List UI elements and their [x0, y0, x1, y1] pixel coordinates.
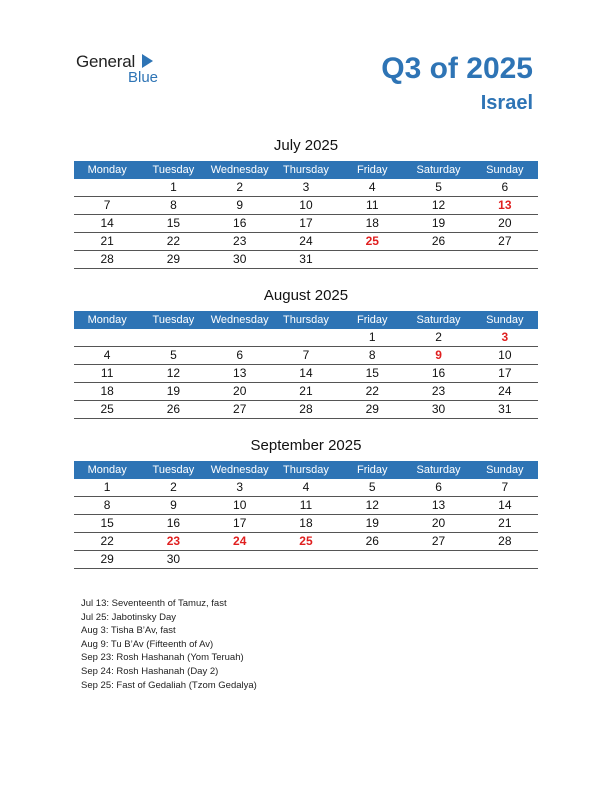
day-cell: 7 [103, 198, 111, 212]
page-title: Q3 of 2025 [381, 52, 533, 85]
holiday-day-cell: 13 [498, 198, 512, 212]
holiday-note: Sep 24: Rosh Hashanah (Day 2) [81, 665, 219, 677]
day-cell: 19 [365, 516, 379, 530]
weekday-header: Wednesday [210, 464, 269, 476]
day-cell: 17 [233, 516, 247, 530]
weekday-header-row [74, 311, 538, 329]
day-cell: 9 [236, 198, 244, 212]
day-cell: 26 [365, 534, 379, 548]
day-cell: 31 [498, 402, 512, 416]
day-cell: 22 [166, 234, 181, 248]
day-cell: 22 [365, 384, 379, 398]
weekday-header: Thursday [283, 314, 329, 326]
day-cell: 13 [431, 498, 446, 512]
holiday-notes [81, 597, 257, 692]
holiday-day-cell: 25 [365, 234, 379, 248]
day-cell: 30 [233, 252, 247, 266]
day-cell: 27 [498, 234, 512, 248]
day-cell [405, 251, 471, 268]
day-cell: 4 [368, 180, 376, 194]
country-name: Israel [480, 92, 533, 114]
day-cell: 28 [299, 402, 313, 416]
week-row [74, 179, 538, 197]
day-cell: 29 [365, 402, 379, 416]
day-cell: 28 [100, 252, 114, 266]
day-cell [405, 551, 471, 568]
generalblue-logo [76, 52, 176, 88]
holiday-day-cell: 3 [501, 330, 509, 344]
weekday-header: Friday [356, 164, 388, 176]
day-cell: 8 [170, 198, 177, 212]
logo-text-blue: Blue [128, 69, 159, 86]
week-row [74, 233, 538, 251]
day-cell [339, 251, 405, 268]
day-cell: 17 [498, 366, 512, 380]
weekday-header: Monday [87, 314, 127, 326]
month-calendar-september [74, 437, 538, 569]
day-cell: 10 [498, 348, 512, 362]
day-cell: 6 [501, 180, 509, 194]
day-cell: 16 [233, 216, 247, 230]
day-cell: 4 [103, 348, 111, 362]
day-cell: 30 [431, 402, 446, 416]
holiday-note: Jul 13: Seventeenth of Tamuz, fast [81, 598, 227, 609]
day-cell: 31 [299, 252, 313, 266]
day-cell: 18 [365, 216, 379, 230]
weekday-header: Saturday [416, 314, 461, 326]
weekday-header: Friday [356, 314, 388, 326]
day-cell: 16 [431, 366, 446, 380]
day-cell: 16 [166, 516, 181, 530]
day-cell: 18 [100, 384, 114, 398]
day-cell: 5 [435, 180, 442, 194]
day-cell: 27 [431, 534, 446, 548]
day-cell: 10 [299, 198, 313, 212]
day-cell [273, 329, 339, 346]
day-cell: 14 [299, 366, 313, 380]
week-row [74, 551, 538, 569]
holiday-note: Aug 3: Tisha B’Av, fast [81, 625, 176, 637]
day-cell: 1 [103, 480, 111, 494]
day-cell: 2 [170, 480, 177, 494]
day-cell: 22 [100, 534, 114, 548]
weekday-header: Saturday [416, 164, 461, 176]
day-cell [74, 329, 140, 346]
holiday-day-cell: 24 [233, 534, 247, 548]
week-row [74, 383, 538, 401]
day-cell: 19 [166, 384, 181, 398]
day-cell: 4 [302, 480, 310, 494]
day-cell: 9 [170, 498, 177, 512]
day-cell [273, 551, 339, 568]
day-cell: 15 [365, 366, 379, 380]
weekday-header: Thursday [283, 464, 329, 476]
day-cell: 25 [100, 402, 114, 416]
day-cell [472, 251, 538, 268]
day-cell [207, 329, 273, 346]
day-cell [140, 329, 206, 346]
weekday-header: Tuesday [152, 314, 195, 326]
weekday-header: Friday [356, 464, 388, 476]
weekday-header: Monday [87, 464, 127, 476]
weekday-header: Sunday [486, 464, 524, 476]
holiday-note: Sep 25: Fast of Gedaliah (Tzom Gedalya) [81, 679, 257, 691]
day-cell: 17 [299, 216, 313, 230]
weekday-header-row [74, 461, 538, 479]
day-cell: 23 [431, 384, 446, 398]
day-cell: 26 [431, 234, 446, 248]
day-cell: 21 [100, 234, 114, 248]
day-cell: 8 [368, 348, 376, 362]
logo-text-general: General [76, 52, 136, 71]
week-row [74, 515, 538, 533]
holiday-day-cell: 23 [166, 534, 181, 548]
weekday-header: Thursday [283, 164, 329, 176]
week-row [74, 497, 538, 515]
month-calendar-august [74, 287, 538, 419]
flag-icon [142, 54, 153, 68]
day-cell: 23 [233, 234, 247, 248]
day-cell: 29 [166, 252, 181, 266]
week-row [74, 347, 538, 365]
day-cell: 21 [299, 384, 313, 398]
day-cell: 3 [236, 480, 244, 494]
week-row [74, 365, 538, 383]
day-cell: 12 [431, 198, 446, 212]
day-cell: 12 [166, 366, 181, 380]
month-title: August 2025 [263, 287, 349, 304]
month-title: September 2025 [250, 437, 362, 454]
day-cell: 30 [166, 552, 181, 566]
weekday-header: Monday [87, 164, 127, 176]
day-cell [74, 179, 140, 196]
day-cell: 19 [431, 216, 446, 230]
day-cell: 15 [100, 516, 114, 530]
weekday-header: Saturday [416, 464, 461, 476]
holiday-note: Aug 9: Tu B’Av (Fifteenth of Av) [81, 638, 214, 650]
day-cell: 6 [236, 348, 244, 362]
day-cell: 20 [498, 216, 512, 230]
day-cell: 20 [431, 516, 446, 530]
week-row [74, 533, 538, 551]
week-row [74, 329, 538, 347]
week-row [74, 197, 538, 215]
weekday-header: Sunday [486, 314, 524, 326]
day-cell: 14 [498, 498, 512, 512]
day-cell [472, 551, 538, 568]
day-cell: 14 [100, 216, 114, 230]
day-cell: 7 [501, 480, 509, 494]
holiday-note: Jul 25: Jabotinsky Day [81, 611, 177, 623]
day-cell: 13 [233, 366, 247, 380]
day-cell: 11 [299, 498, 313, 512]
day-cell: 11 [366, 198, 379, 212]
weekday-header: Wednesday [210, 314, 269, 326]
holiday-day-cell: 25 [299, 534, 313, 548]
week-row [74, 401, 538, 419]
day-cell: 29 [100, 552, 114, 566]
day-cell: 1 [368, 330, 376, 344]
week-row [74, 479, 538, 497]
week-row [74, 215, 538, 233]
day-cell: 20 [233, 384, 247, 398]
day-cell: 27 [233, 402, 247, 416]
day-cell: 24 [299, 234, 313, 248]
day-cell: 11 [100, 366, 114, 380]
weekday-header-row [74, 161, 538, 179]
day-cell: 2 [435, 330, 442, 344]
day-cell: 1 [170, 180, 177, 194]
day-cell: 15 [166, 216, 181, 230]
day-cell: 21 [498, 516, 512, 530]
day-cell: 3 [302, 180, 310, 194]
day-cell: 6 [435, 480, 442, 494]
day-cell [339, 551, 405, 568]
month-calendar-july [74, 137, 538, 269]
weekday-header: Wednesday [210, 164, 269, 176]
day-cell: 5 [368, 480, 376, 494]
weekday-header: Sunday [486, 164, 524, 176]
day-cell: 7 [302, 348, 310, 362]
day-cell: 5 [170, 348, 177, 362]
month-title: July 2025 [273, 137, 339, 154]
day-cell: 10 [233, 498, 247, 512]
day-cell: 18 [299, 516, 313, 530]
day-cell: 26 [166, 402, 181, 416]
day-cell: 2 [236, 180, 244, 194]
day-cell: 8 [103, 498, 111, 512]
day-cell: 12 [365, 498, 379, 512]
holiday-note: Sep 23: Rosh Hashanah (Yom Teruah) [81, 652, 244, 664]
week-row [74, 251, 538, 269]
day-cell: 28 [498, 534, 512, 548]
day-cell: 24 [498, 384, 512, 398]
weekday-header: Tuesday [152, 164, 195, 176]
weekday-header: Tuesday [152, 464, 195, 476]
day-cell [207, 551, 273, 568]
holiday-day-cell: 9 [435, 348, 442, 362]
